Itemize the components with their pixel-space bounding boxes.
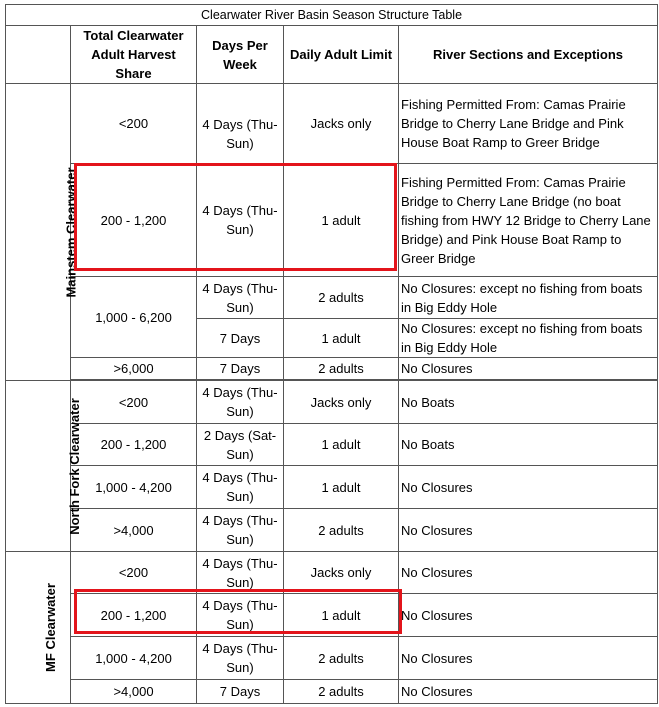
group-label-mf: MF Clearwater: [6, 552, 71, 704]
days-cell: 4 Days (Thu-Sun): [197, 594, 284, 637]
limit-cell: 1 adult: [284, 424, 399, 466]
limit-cell: 2 adults: [284, 637, 399, 680]
header-blank: [6, 26, 71, 84]
share-cell: 1,000 - 4,200: [71, 466, 197, 509]
group-label-mainstem: Mainstem Clearwater: [6, 84, 71, 381]
header-river-sections: River Sections and Exceptions: [399, 26, 658, 84]
header-harvest-share: Total Clearwater Adult Harvest Share: [71, 26, 197, 84]
days-cell: 4 Days (Thu-Sun): [197, 84, 284, 164]
limit-cell: 2 adults: [284, 680, 399, 704]
days-cell: 7 Days: [197, 680, 284, 704]
notes-cell: No Closures: [399, 466, 658, 509]
share-cell: <200: [71, 381, 197, 424]
notes-cell: No Closures: [399, 680, 658, 704]
days-cell: 4 Days (Thu-Sun): [197, 509, 284, 552]
limit-cell: 2 adults: [284, 509, 399, 552]
share-cell: <200: [71, 84, 197, 164]
limit-cell: 1 adult: [284, 466, 399, 509]
limit-cell: Jacks only: [284, 84, 399, 164]
limit-cell: Jacks only: [284, 552, 399, 594]
notes-cell: No Boats: [399, 424, 658, 466]
days-cell: 7 Days: [197, 358, 284, 380]
notes-cell: No Closures: [399, 509, 658, 552]
group-label-north-fork: North Fork Clearwater: [6, 381, 71, 552]
days-cell: 4 Days (Thu-Sun): [197, 637, 284, 680]
notes-cell: No Closures: [399, 637, 658, 680]
table-title: Clearwater River Basin Season Structure Table: [6, 5, 658, 26]
notes-cell: No Boats: [399, 381, 658, 424]
limit-cell: 2 adults: [284, 358, 399, 380]
limit-cell: Jacks only: [284, 381, 399, 424]
notes-cell: No Closures: [399, 552, 658, 594]
days-cell: 4 Days (Thu-Sun): [197, 466, 284, 509]
limit-cell: 1 adult: [284, 594, 399, 637]
share-cell: 200 - 1,200: [71, 594, 197, 637]
notes-cell: No Closures: except no fishing from boats in Big Eddy Hole: [399, 319, 658, 358]
share-cell: >6,000: [71, 358, 197, 380]
limit-cell: 2 adults: [284, 277, 399, 319]
days-cell: 4 Days (Thu-Sun): [197, 381, 284, 424]
share-cell: >4,000: [71, 680, 197, 704]
header-daily-limit: Daily Adult Limit: [284, 26, 399, 84]
days-cell: 7 Days: [197, 319, 284, 358]
share-cell: 1,000 - 4,200: [71, 637, 197, 680]
days-cell: 4 Days (Thu-Sun): [197, 277, 284, 319]
share-cell: <200: [71, 552, 197, 594]
limit-cell: 1 adult: [284, 164, 399, 277]
notes-cell: Fishing Permitted From: Camas Prairie Bridge to Cherry Lane Bridge and Pink House Boat Ramp to Greer Bridge: [399, 84, 658, 164]
share-cell: 200 - 1,200: [71, 424, 197, 466]
notes-cell: No Closures: [399, 594, 658, 637]
notes-cell: No Closures: [399, 358, 658, 380]
days-cell: 4 Days (Thu-Sun): [197, 552, 284, 594]
share-cell: 1,000 - 6,200: [71, 277, 197, 358]
limit-cell: 1 adult: [284, 319, 399, 358]
header-days-per-week: Days Per Week: [197, 26, 284, 84]
notes-cell: No Closures: except no fishing from boats in Big Eddy Hole: [399, 277, 658, 319]
days-cell: 2 Days (Sat-Sun): [197, 424, 284, 466]
season-structure-table: [5, 4, 658, 704]
share-cell: 200 - 1,200: [71, 164, 197, 277]
share-cell: >4,000: [71, 509, 197, 552]
days-cell: 4 Days (Thu-Sun): [197, 164, 284, 277]
notes-cell: Fishing Permitted From: Camas Prairie Bridge to Cherry Lane Bridge (no boat fishing from HWY 12 Bridge to Cherry Lane Bridge) and Pink House Boat Ramp to Greer Bridge: [399, 164, 658, 277]
